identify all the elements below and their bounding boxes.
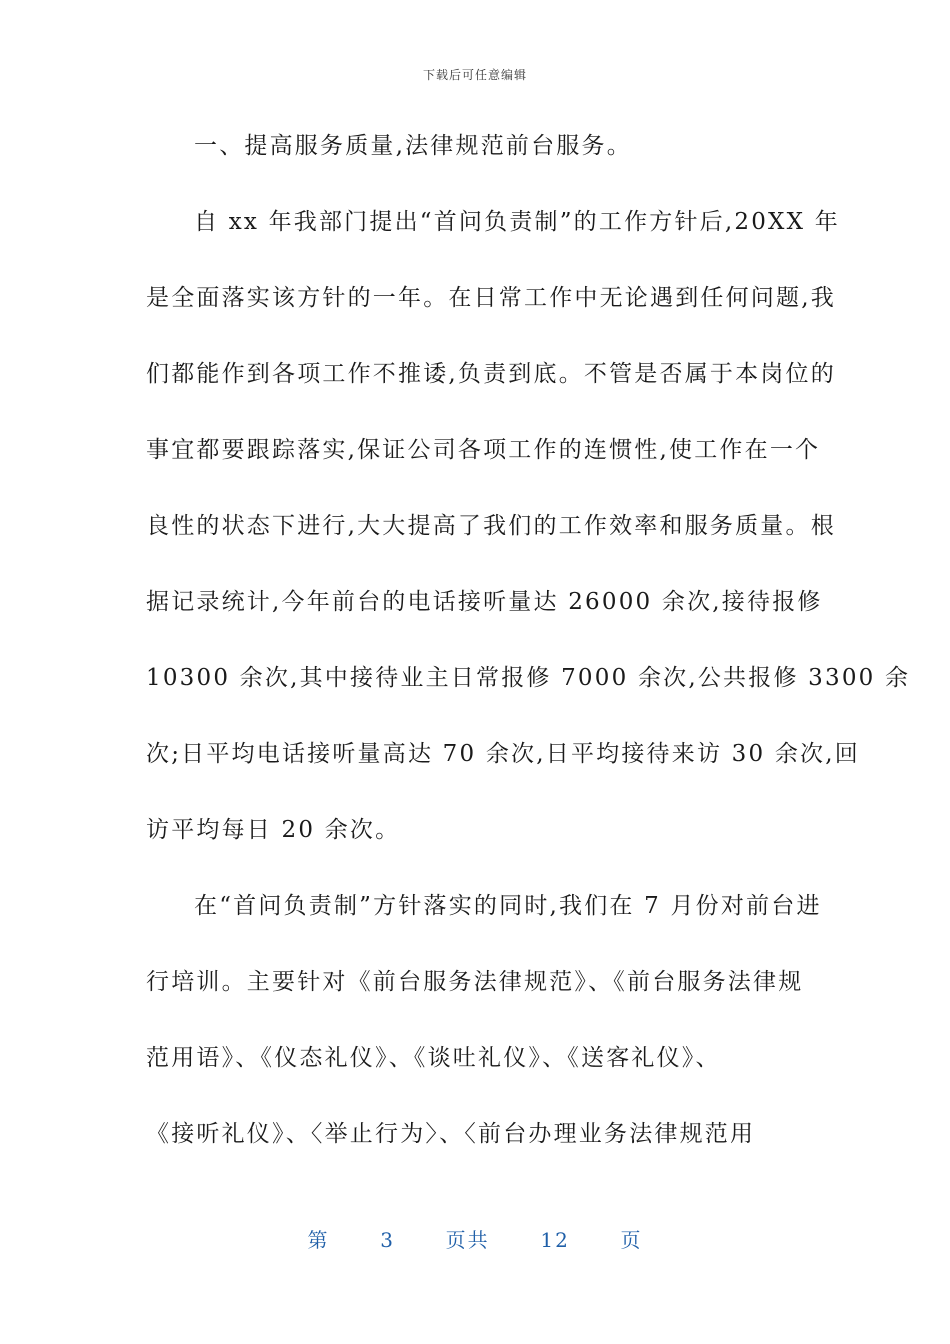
- paragraph-line: 是全面落实该方针的一年。在日常工作中无论遇到任何问题,我: [146, 285, 836, 311]
- header-note: 下载后可任意编辑: [422, 68, 527, 82]
- paragraph-line: 次;日平均电话接听量高达 70 余次,日平均接待来访 30 余次,回: [146, 741, 860, 767]
- current-page-number: 3: [380, 1228, 395, 1252]
- page-footer: [0, 1224, 950, 1253]
- paragraph-line: 范用语》、《仪态礼仪》、《谈吐礼仪》、《送客礼仪》、: [146, 1045, 721, 1071]
- paragraph-line: 据记录统计,今年前台的电话接听量达 26000 余次,接待报修: [146, 589, 823, 615]
- paragraph-line: 们都能作到各项工作不推诿,负责到底。不管是否属于本岗位的: [146, 361, 836, 387]
- paragraph-line: 事宜都要跟踪落实,保证公司各项工作的连惯性,使工作在一个: [146, 437, 821, 463]
- paragraph-line: 自 xx 年我部门提出“首问负责制”的工作方针后,20XX 年: [194, 209, 840, 235]
- paragraph-line: 访平均每日 20 余次。: [146, 817, 401, 843]
- paragraph-line: 《接听礼仪》、〈举止行为〉、〈前台办理业务法律规范用: [146, 1121, 756, 1147]
- page-prefix: 第: [307, 1228, 330, 1252]
- page-suffix: 页: [620, 1228, 643, 1252]
- paragraph-line: 行培训。主要针对《前台服务法律规范》、《前台服务法律规: [146, 969, 804, 995]
- total-pages-number: 12: [540, 1228, 570, 1252]
- paragraph-line: 在“首问负责制”方针落实的同时,我们在 7 月份对前台进: [194, 893, 822, 919]
- paragraph-line: 良性的状态下进行,大大提高了我们的工作效率和服务质量。根: [146, 513, 836, 539]
- document-body: [146, 122, 911, 1186]
- section-heading: 一、提高服务质量,法律规范前台服务。: [194, 133, 632, 159]
- paragraph-line: 10300 余次,其中接待业主日常报修 7000 余次,公共报修 3300 余: [146, 665, 911, 691]
- page-middle-text: 页共: [445, 1228, 490, 1252]
